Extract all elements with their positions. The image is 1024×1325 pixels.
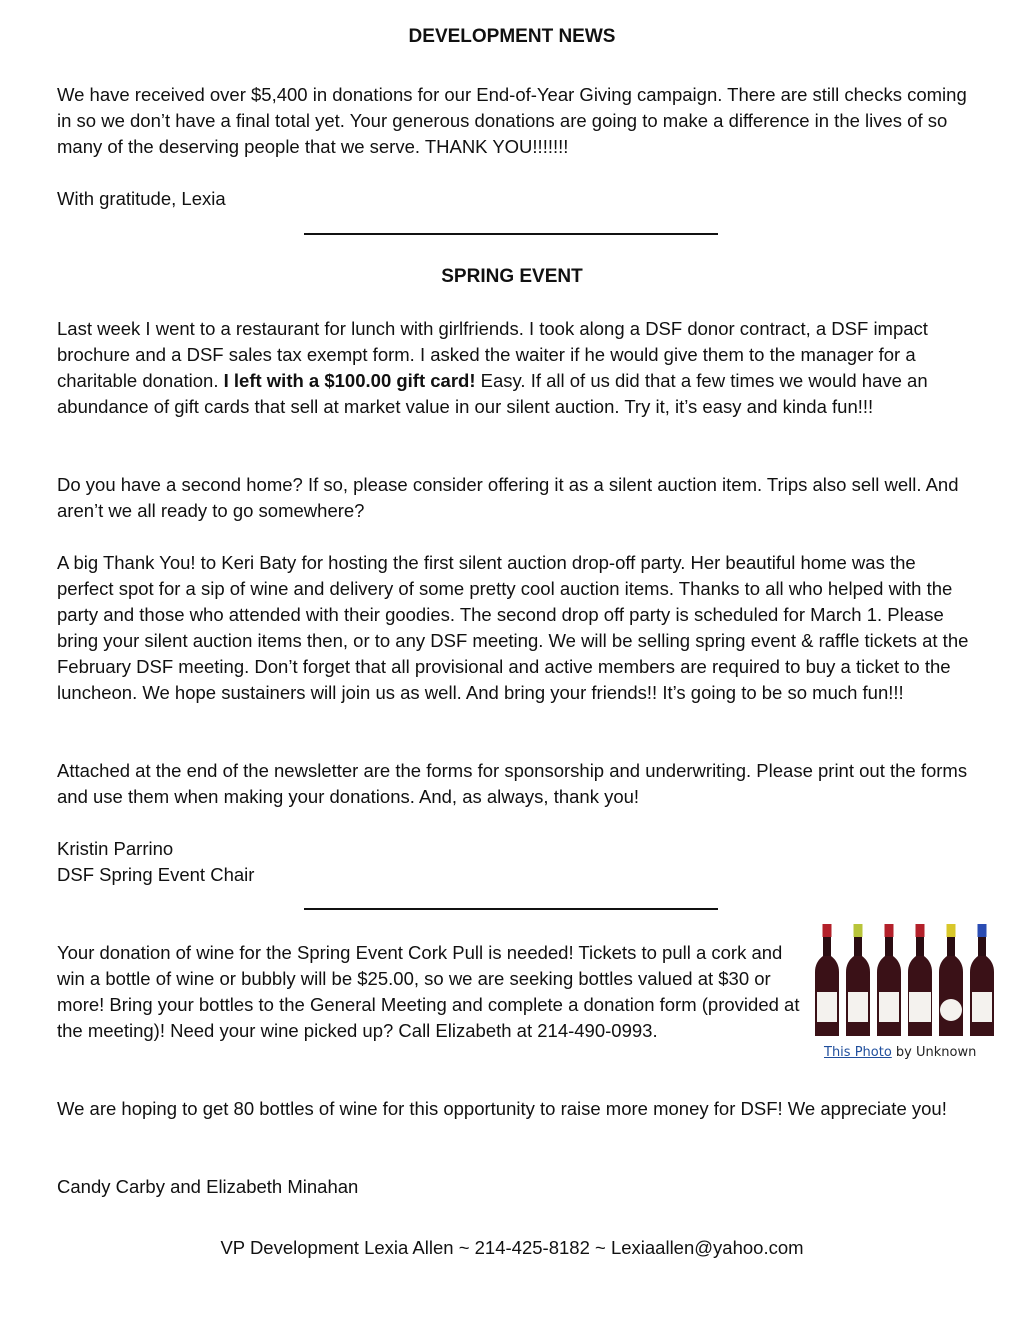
gift-card-highlight: I left with a $100.00 gift card! (223, 370, 476, 391)
wine-bottle (815, 924, 839, 1036)
bottle-label (879, 992, 899, 1022)
wine-bottle (846, 924, 870, 1036)
wine-bottle (877, 924, 901, 1036)
section-divider (304, 908, 718, 910)
footer-contact: VP Development Lexia Allen ~ 214-425-8182 ~ Lexiaallen@yahoo.com (220, 1237, 804, 1258)
photo-credit-text: by Unknown (891, 1045, 977, 1060)
wine-bottle (970, 924, 994, 1036)
bottle-label (817, 992, 837, 1022)
bottle-label (848, 992, 868, 1022)
spring-signature-role: DSF Spring Event Chair (57, 864, 255, 885)
bottle-label (940, 999, 962, 1021)
wine-signature: Candy Carby and Elizabeth Minahan (57, 1176, 359, 1197)
photo-credit-link[interactable]: This Photo (824, 1045, 892, 1060)
wine-donation-paragraph: Your donation of wine for the Spring Event Cork Pull is needed! Tickets to pull a cork and win a bottle of wine or bubbly will be $25.00, so we are seeking bottles valued at $30 or more! Bring your bottles to the General Meeting and complete a donation form (provided at the meeting)! Need your wine picked up? Call Elizabeth at 214-490-0993. (57, 942, 800, 1041)
wine-bottles-image (810, 922, 996, 1040)
spring-paragraph-giftcard (57, 316, 977, 420)
wine-bottle (908, 924, 932, 1036)
photo-caption (824, 1045, 976, 1060)
development-paragraph: We have received over $5,400 in donations for our End-of-Year Giving campaign. There are still checks coming in so we don’t have a final total yet. Your generous donations are going to make a difference in the lives of so many of the deserving people that we serve. THANK YOU!!!!!!! (57, 84, 967, 157)
spring-signature-name: Kristin Parrino (57, 838, 174, 859)
development-signature: With gratitude, Lexia (57, 188, 226, 209)
spring-paragraph-second-home: Do you have a second home? If so, please consider offering it as a silent auction item. Trips also sell well. And aren’t we all ready to go somewhere? (57, 474, 959, 521)
wine-goal-paragraph: We are hoping to get 80 bottles of wine for this opportunity to raise more money for DSF! We appreciate you! (57, 1098, 947, 1119)
spring-paragraph-text-b: Easy. If all of us did that a few times we would have an abundance of gift cards that sell at market value in our silent auction. Try it, it’s easy and kinda fun!!! (57, 370, 928, 417)
section-divider (304, 233, 718, 235)
spring-paragraph-text-a: Last week I went to a restaurant for lunch with girlfriends. I took along a DSF donor contract, a DSF impact brochure and a DSF sales tax exempt form. I asked the waiter if he would give them to the manager for a charitable donation. (57, 318, 928, 391)
wine-bottle (939, 924, 963, 1036)
development-news-title: DEVELOPMENT NEWS (408, 26, 616, 47)
spring-paragraph-forms: Attached at the end of the newsletter are the forms for sponsorship and underwriting. Please print out the forms and use them when making your donations. And, as always, thank you! (57, 760, 968, 807)
spring-paragraph-thank-you: A big Thank You! to Keri Baty for hosting the first silent auction drop-off party. Her beautiful home was the perfect spot for a sip of wine and delivery of some pretty cool auction items. Thanks to all who helped with the party and those who attended with their goodies. The second drop off party is scheduled for March 1. Please bring your silent auction items then, or to any DSF meeting. We will be selling spring event & raffle tickets at the February DSF meeting. Don’t forget that all provisional and active members are required to buy a ticket to the luncheon. We hope sustainers will join us as well. And bring your friends!! It’s going to be so much fun!!! (57, 552, 969, 703)
bottle-label (909, 992, 931, 1022)
spring-event-title: SPRING EVENT (441, 266, 583, 287)
bottle-label (972, 992, 992, 1022)
